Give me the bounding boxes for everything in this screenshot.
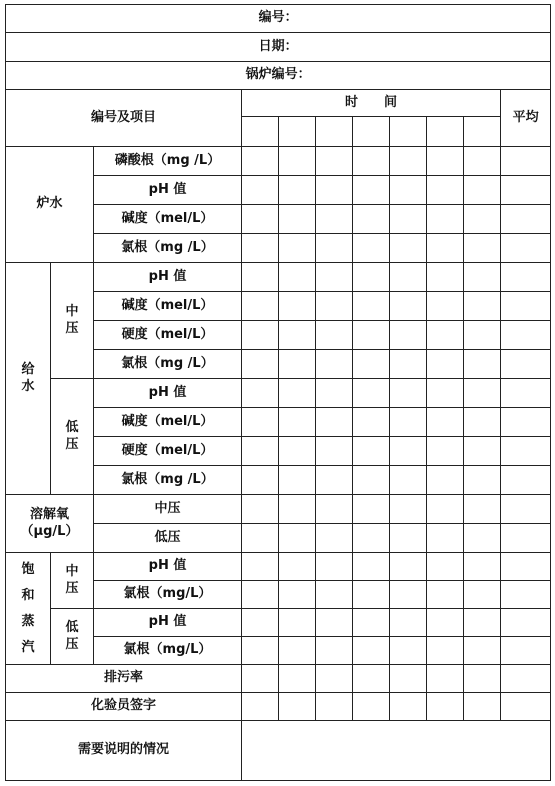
time-entry-cell[interactable] xyxy=(279,263,316,292)
time-entry-cell[interactable] xyxy=(353,495,390,524)
time-entry-cell[interactable] xyxy=(427,147,464,176)
time-entry-cell[interactable] xyxy=(353,524,390,553)
time-entry-cell[interactable] xyxy=(390,379,427,408)
time-entry-cell[interactable] xyxy=(353,609,390,637)
form-number-field[interactable]: 编号： xyxy=(6,5,551,33)
time-entry-cell[interactable] xyxy=(316,637,353,665)
time-entry-cell[interactable] xyxy=(279,147,316,176)
average-entry-cell[interactable] xyxy=(501,637,551,665)
time-entry-cell[interactable] xyxy=(316,495,353,524)
time-entry-cell[interactable] xyxy=(316,292,353,321)
time-entry-cell[interactable] xyxy=(279,321,316,350)
time-entry-cell[interactable] xyxy=(279,693,316,721)
time-entry-cell[interactable] xyxy=(390,437,427,466)
item-label: pH 值 xyxy=(94,176,242,205)
time-entry-cell[interactable] xyxy=(427,581,464,609)
item-label: 碱度（mel/L） xyxy=(94,408,242,437)
saturated-steam-label xyxy=(6,553,51,665)
time-entry-cell[interactable] xyxy=(390,466,427,495)
time-entry-cell[interactable] xyxy=(279,553,316,581)
average-entry-cell[interactable] xyxy=(501,495,551,524)
item-label: 低压 xyxy=(94,524,242,553)
item-label: 氯根（mg/L） xyxy=(94,581,242,609)
feed-water-label-bottom: 水 xyxy=(21,378,35,394)
furnace-water-label: 炉水 xyxy=(6,147,94,263)
time-entry-cell[interactable] xyxy=(427,292,464,321)
time-entry-cell[interactable] xyxy=(316,581,353,609)
time-entry-cell[interactable] xyxy=(353,379,390,408)
item-label: 氯根（mg /L） xyxy=(94,234,242,263)
average-entry-cell[interactable] xyxy=(501,176,551,205)
time-entry-cell[interactable] xyxy=(464,263,501,292)
time-entry-cell[interactable] xyxy=(390,495,427,524)
time-entry-cell[interactable] xyxy=(390,553,427,581)
notes-input-area[interactable] xyxy=(242,721,551,781)
time-entry-cell[interactable] xyxy=(279,437,316,466)
time-entry-cell[interactable] xyxy=(316,350,353,379)
time-entry-cell[interactable] xyxy=(390,234,427,263)
time-entry-cell[interactable] xyxy=(242,408,279,437)
steam-low-label-bottom: 压 xyxy=(65,636,79,652)
feed-water-label-top: 给 xyxy=(21,361,35,377)
time-entry-cell[interactable] xyxy=(242,437,279,466)
item-label: 磷酸根（mg /L） xyxy=(94,147,242,176)
time-entry-cell[interactable] xyxy=(242,609,279,637)
time-entry-cell[interactable] xyxy=(390,665,427,693)
time-entry-cell[interactable] xyxy=(353,408,390,437)
average-entry-cell[interactable] xyxy=(501,408,551,437)
item-label: pH 值 xyxy=(94,609,242,637)
time-entry-cell[interactable] xyxy=(242,263,279,292)
time-entry-cell[interactable] xyxy=(427,176,464,205)
time-entry-cell[interactable] xyxy=(427,205,464,234)
time-entry-cell[interactable] xyxy=(427,665,464,693)
average-entry-cell[interactable] xyxy=(501,263,551,292)
time-entry-cell[interactable] xyxy=(279,234,316,263)
time-entry-cell[interactable] xyxy=(464,581,501,609)
time-entry-cell[interactable] xyxy=(316,665,353,693)
item-column-header: 编号及项目 xyxy=(6,90,242,147)
average-column-header: 平均 xyxy=(501,90,551,147)
time-entry-cell[interactable] xyxy=(279,665,316,693)
time-entry-cell[interactable] xyxy=(279,205,316,234)
time-entry-cell[interactable] xyxy=(464,408,501,437)
time-entry-cell[interactable] xyxy=(390,524,427,553)
time-entry-cell[interactable] xyxy=(242,524,279,553)
time-entry-cell[interactable] xyxy=(464,234,501,263)
feed-medium-pressure-label xyxy=(51,263,94,379)
time-entry-cell[interactable] xyxy=(353,553,390,581)
time-entry-cell[interactable] xyxy=(353,321,390,350)
time-entry-cell[interactable] xyxy=(427,495,464,524)
time-entry-cell[interactable] xyxy=(353,665,390,693)
time-entry-cell[interactable] xyxy=(316,263,353,292)
average-entry-cell[interactable] xyxy=(501,437,551,466)
time-entry-cell[interactable] xyxy=(316,437,353,466)
time-entry-cell[interactable] xyxy=(427,437,464,466)
steam-medium-label-bottom: 压 xyxy=(65,580,79,596)
time-entry-cell[interactable] xyxy=(390,637,427,665)
time-entry-cell[interactable] xyxy=(242,292,279,321)
time-entry-cell[interactable] xyxy=(279,609,316,637)
average-entry-cell[interactable] xyxy=(501,524,551,553)
time-entry-cell[interactable] xyxy=(427,350,464,379)
item-label: pH 值 xyxy=(94,263,242,292)
time-entry-cell[interactable] xyxy=(390,205,427,234)
time-entry-cell[interactable] xyxy=(353,350,390,379)
time-entry-cell[interactable] xyxy=(242,205,279,234)
average-entry-cell[interactable] xyxy=(501,553,551,581)
time-entry-cell[interactable] xyxy=(427,321,464,350)
time-column-header: 时 间 xyxy=(242,90,501,117)
feed-medium-label-top: 中 xyxy=(65,303,79,319)
item-label: 硬度（mel/L） xyxy=(94,437,242,466)
average-entry-cell[interactable] xyxy=(501,321,551,350)
item-label: 氯根（mg /L） xyxy=(94,466,242,495)
time-entry-cell[interactable] xyxy=(390,321,427,350)
time-entry-cell[interactable] xyxy=(427,553,464,581)
feed-water-label xyxy=(6,263,51,495)
time-entry-cell[interactable] xyxy=(353,581,390,609)
time-entry-cell[interactable] xyxy=(316,553,353,581)
time-entry-cell[interactable] xyxy=(316,693,353,721)
time-entry-cell[interactable] xyxy=(353,693,390,721)
average-entry-cell[interactable] xyxy=(501,581,551,609)
time-entry-cell[interactable] xyxy=(427,466,464,495)
time-entry-cell[interactable] xyxy=(242,176,279,205)
time-header-slot xyxy=(353,117,390,147)
average-entry-cell[interactable] xyxy=(501,693,551,721)
time-entry-cell[interactable] xyxy=(316,466,353,495)
time-entry-cell[interactable] xyxy=(279,292,316,321)
time-entry-cell[interactable] xyxy=(464,176,501,205)
time-entry-cell[interactable] xyxy=(353,205,390,234)
time-entry-cell[interactable] xyxy=(464,665,501,693)
date-field[interactable]: 日期： xyxy=(6,33,551,62)
dissolved-oxygen-label-top: 溶解氧 xyxy=(29,506,69,522)
time-entry-cell[interactable] xyxy=(316,176,353,205)
steam-medium-label-top: 中 xyxy=(65,563,79,579)
steam-label-char: 饱 xyxy=(21,561,35,577)
time-entry-cell[interactable] xyxy=(464,437,501,466)
time-entry-cell[interactable] xyxy=(390,581,427,609)
time-header-slot xyxy=(279,117,316,147)
technician-signature-label: 化验员签字 xyxy=(6,693,242,721)
time-entry-cell[interactable] xyxy=(316,408,353,437)
item-label: 硬度（mel/L） xyxy=(94,321,242,350)
time-entry-cell[interactable] xyxy=(464,292,501,321)
item-label: pH 值 xyxy=(94,553,242,581)
average-entry-cell[interactable] xyxy=(501,234,551,263)
time-entry-cell[interactable] xyxy=(464,495,501,524)
time-entry-cell[interactable] xyxy=(242,147,279,176)
time-header-slot xyxy=(316,117,353,147)
time-entry-cell[interactable] xyxy=(353,466,390,495)
steam-label-char: 和 xyxy=(21,587,35,603)
time-entry-cell[interactable] xyxy=(353,234,390,263)
time-entry-cell[interactable] xyxy=(242,665,279,693)
dissolved-oxygen-label xyxy=(6,495,94,553)
time-entry-cell[interactable] xyxy=(464,553,501,581)
time-entry-cell[interactable] xyxy=(242,466,279,495)
average-entry-cell[interactable] xyxy=(501,379,551,408)
water-quality-table xyxy=(5,4,551,781)
time-entry-cell[interactable] xyxy=(316,205,353,234)
time-entry-cell[interactable] xyxy=(390,263,427,292)
time-entry-cell[interactable] xyxy=(427,408,464,437)
time-entry-cell[interactable] xyxy=(242,637,279,665)
time-entry-cell[interactable] xyxy=(464,350,501,379)
average-entry-cell[interactable] xyxy=(501,147,551,176)
average-entry-cell[interactable] xyxy=(501,665,551,693)
feed-low-label-bottom: 压 xyxy=(65,436,79,452)
time-entry-cell[interactable] xyxy=(316,609,353,637)
time-entry-cell[interactable] xyxy=(464,693,501,721)
time-entry-cell[interactable] xyxy=(242,693,279,721)
time-entry-cell[interactable] xyxy=(316,524,353,553)
time-entry-cell[interactable] xyxy=(242,553,279,581)
time-entry-cell[interactable] xyxy=(427,524,464,553)
time-entry-cell[interactable] xyxy=(427,379,464,408)
boiler-number-field[interactable]: 锅炉编号： xyxy=(6,62,551,90)
item-label: 氯根（mg/L） xyxy=(94,637,242,665)
time-entry-cell[interactable] xyxy=(242,234,279,263)
time-entry-cell[interactable] xyxy=(279,495,316,524)
item-label: 碱度（mel/L） xyxy=(94,292,242,321)
time-entry-cell[interactable] xyxy=(353,147,390,176)
time-entry-cell[interactable] xyxy=(242,350,279,379)
feed-low-pressure-label xyxy=(51,379,94,495)
time-entry-cell[interactable] xyxy=(279,466,316,495)
feed-low-label-top: 低 xyxy=(65,419,79,435)
time-header-slot xyxy=(427,117,464,147)
steam-label-char: 汽 xyxy=(21,639,35,655)
steam-low-pressure-label xyxy=(51,609,94,665)
time-entry-cell[interactable] xyxy=(353,437,390,466)
time-entry-cell[interactable] xyxy=(279,176,316,205)
steam-low-label-top: 低 xyxy=(65,619,79,635)
time-entry-cell[interactable] xyxy=(464,321,501,350)
time-header-slot xyxy=(242,117,279,147)
time-entry-cell[interactable] xyxy=(427,637,464,665)
average-entry-cell[interactable] xyxy=(501,466,551,495)
time-entry-cell[interactable] xyxy=(390,408,427,437)
average-entry-cell[interactable] xyxy=(501,205,551,234)
time-entry-cell[interactable] xyxy=(427,693,464,721)
item-label: 碱度（mel/L） xyxy=(94,205,242,234)
steam-label-char: 蒸 xyxy=(21,613,35,629)
time-entry-cell[interactable] xyxy=(464,524,501,553)
time-entry-cell[interactable] xyxy=(353,263,390,292)
time-entry-cell[interactable] xyxy=(242,495,279,524)
time-entry-cell[interactable] xyxy=(242,379,279,408)
time-entry-cell[interactable] xyxy=(279,379,316,408)
time-entry-cell[interactable] xyxy=(390,693,427,721)
time-entry-cell[interactable] xyxy=(353,292,390,321)
time-entry-cell[interactable] xyxy=(464,379,501,408)
time-entry-cell[interactable] xyxy=(464,147,501,176)
time-entry-cell[interactable] xyxy=(316,234,353,263)
time-entry-cell[interactable] xyxy=(316,321,353,350)
item-label: pH 值 xyxy=(94,379,242,408)
time-entry-cell[interactable] xyxy=(427,234,464,263)
time-entry-cell[interactable] xyxy=(390,609,427,637)
time-header-slot xyxy=(464,117,501,147)
steam-medium-pressure-label xyxy=(51,553,94,609)
time-entry-cell[interactable] xyxy=(242,321,279,350)
average-entry-cell[interactable] xyxy=(501,609,551,637)
blowdown-rate-label: 排污率 xyxy=(6,665,242,693)
average-entry-cell[interactable] xyxy=(501,350,551,379)
time-entry-cell[interactable] xyxy=(464,466,501,495)
time-header-slot xyxy=(390,117,427,147)
time-entry-cell[interactable] xyxy=(279,637,316,665)
time-entry-cell[interactable] xyxy=(242,581,279,609)
time-entry-cell[interactable] xyxy=(427,263,464,292)
time-entry-cell[interactable] xyxy=(390,292,427,321)
time-entry-cell[interactable] xyxy=(464,609,501,637)
time-entry-cell[interactable] xyxy=(316,379,353,408)
time-entry-cell[interactable] xyxy=(464,205,501,234)
time-entry-cell[interactable] xyxy=(464,637,501,665)
feed-medium-label-bottom: 压 xyxy=(65,320,79,336)
time-entry-cell[interactable] xyxy=(279,408,316,437)
time-entry-cell[interactable] xyxy=(390,350,427,379)
time-entry-cell[interactable] xyxy=(279,524,316,553)
notes-label: 需要说明的情况 xyxy=(6,721,242,781)
time-entry-cell[interactable] xyxy=(279,581,316,609)
dissolved-oxygen-label-bottom: （μg/L） xyxy=(20,523,79,539)
time-entry-cell[interactable] xyxy=(279,350,316,379)
time-entry-cell[interactable] xyxy=(353,637,390,665)
time-entry-cell[interactable] xyxy=(427,609,464,637)
average-entry-cell[interactable] xyxy=(501,292,551,321)
time-entry-cell[interactable] xyxy=(390,147,427,176)
time-entry-cell[interactable] xyxy=(390,176,427,205)
item-label: 氯根（mg /L） xyxy=(94,350,242,379)
time-entry-cell[interactable] xyxy=(353,176,390,205)
time-entry-cell[interactable] xyxy=(316,147,353,176)
item-label: 中压 xyxy=(94,495,242,524)
